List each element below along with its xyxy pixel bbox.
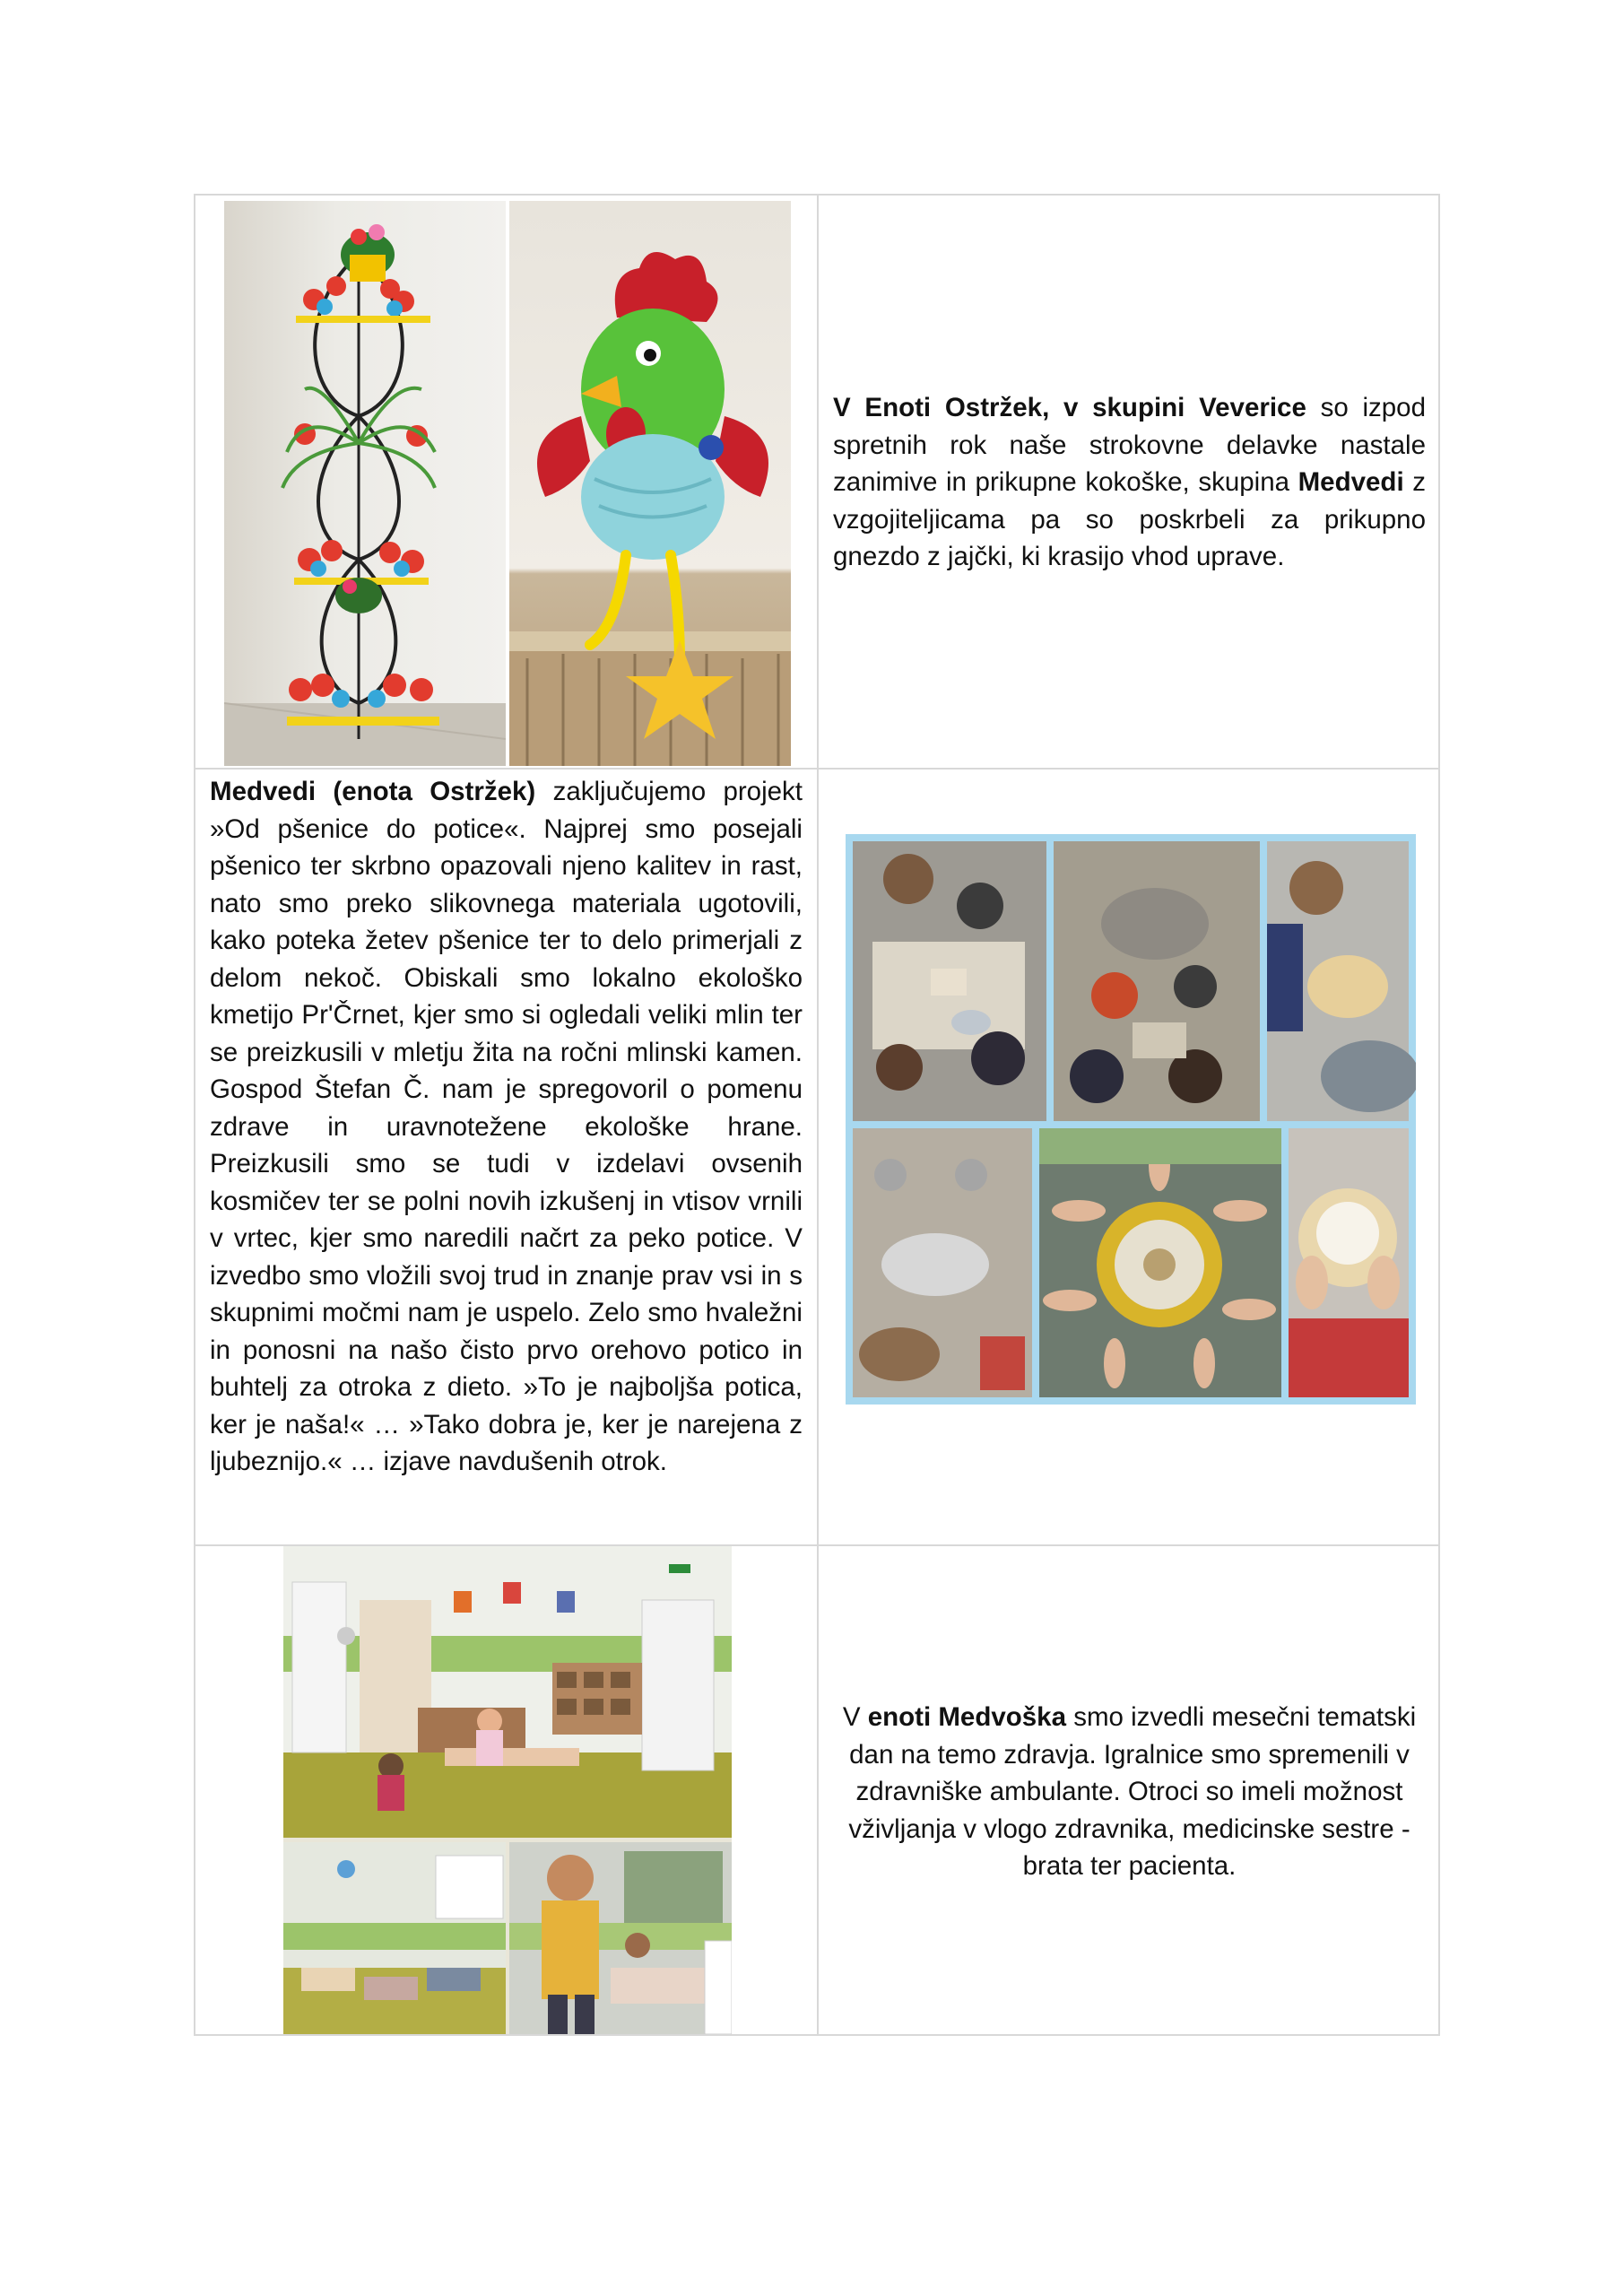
paragraph-veverice: V Enoti Ostržek, v skupini Veverice so izpod spretnih rok naše strokovne delavke nastale zanimive in prikupne kokoške, skupina Medvedi z vzgojiteljicama pa so poskrbeli za prikupno gnezdo z jajčki, ki krasijo vhod uprave. [833,393,1426,571]
table-row [195,1546,1438,2036]
paragraph-medvoska: V enoti Medvoška smo izvedli mesečni tematski dan na temo zdravja. Igralnice smo spremenili v zdravniške ambulante. Otroci so imeli možnost vživljanja v vlogo zdravnika, medicinske sestre - brata ter pacienta. [842,1702,1417,1881]
content-table [194,194,1440,2036]
photo-collage-classroom [283,1546,732,2034]
photo-collage-baking [846,834,1416,1405]
text-cell [819,196,1440,768]
text-cell [819,1546,1440,2036]
table-row [195,196,1438,770]
photo-decorated-shelf [224,201,506,766]
table-row [195,770,1438,1546]
paragraph-medvedi-project: Medvedi (enota Ostržek) zaključujemo projekt »Od pšenice do potice«. Najprej smo posejali pšenico ter skrbno opazovali njeno kalitev in rast, nato smo preko slikovnega materiala ugotovili, kako poteka žetev pšenice ter to delo primerjali z delom nekoč. Obiskali smo lokalno ekološko kmetijo Pr'Črnet, kjer smo si ogledali veliki mlin ter se preizkusili v mletju žita na ročni mlinski kamen. Gospod Štefan Č. nam je spregovoril o pomenu zdrave in uravnotežene ekološke hrane. Preizkusili smo se tudi v izdelavi ovsenih kosmičev ter se polni novih izkušenj in vtisov vrnili v vrtec, kjer smo naredili načrt za peko potice. V izvedbo smo vložili svoj trud in znanje prav vsi in s skupnimi močmi nam je uspelo. Zelo smo hvaležni in ponosni na našo čisto prvo orehovo potico in buhtelj za otroka z dieto. »To je najboljša potica, ker je naša!« … »Tako dobra je, ker je narejena z ljubeznijo.« … izjave navdušenih otrok. [210,777,803,1476]
text-cell [195,770,819,1544]
image-cell [819,770,1440,1544]
photo-felt-rooster [509,201,791,766]
image-cell [195,1546,819,2036]
image-cell [195,196,819,768]
